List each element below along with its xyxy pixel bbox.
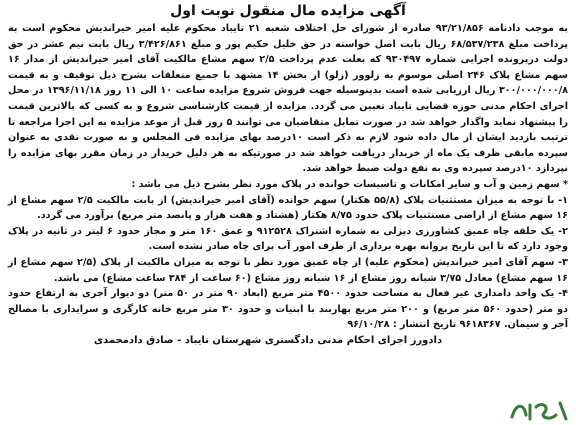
notice-intro: به موجب دادنامه ۹۳/۲۱/۸۵۶ صادره از شورای حل اختلاف شعبه ۲۱ تایباد محکوم علیه امیر خیراندیش محکوم است به پرداخت مبلغ ۶۸/۵۳۷/۲۳۸ ریال بابت اصل خواسته در حق خلیل حکیم پور و مبلغ ۳/۴۲۶/۸۶۱ ریال بابت نیم عشر در حق دولت درپرونده اجرایی شماره ۹۳۰۴۹۷ که بعلت عدم پرداخت ۲/۵ سهم مشاع مالکیت آقای امیر خیراندیش از مدار ۱۶ سهم مشاع پلاک ۲۴۶ اصلی موسوم به زلوور (زلو) از بخش ۱۴ مشهد با جمیع متعلقات بشرح ذیل توقیف و به قیمت ۳۰۰/۰۰۰/۰۰۰/۸ ریال ارزیابی شده است بدینوسیله جهت فروش شروع مزایده ساعت ۱۰ الی ۱۱ روز ۱۳۹۶/۱۱/۱۸ در محل اجرای احکام مدنی حوزه قضایی تایباد تعیین می گردد. مزایده از قیمت کارشناسی شروع و به کسی که بالاترین قیمت را پیشنهاد نماید واگذار خواهد شد در صورت تمایل متقاضیان می توانند ۵ روز قبل از موعد مزایده به این اجرا مراجعه تا ترتیب بازدید ایشان از مال داده شود لازم به ذکر است ۱۰درصد بهای مزایده فی المجلس و به صورت نقدی به عنوان سپرده مابقی ظرف یک ماه از خریدار دریافت خواهد شد در صورتیکه به هر دلیل خریدار در زمان مقرر بهای مزایده را نپردازد ۱۰درصد سپرده وی به نفع دولت ضبط خواهد شد. [8,23,569,175]
signature-line: دادورز اجرای احکام مدنی دادگستری شهرستان تایباد - صادق دادمحمدی [93,334,443,346]
list-item: ۱- با توجه به میزان مستثنیات پلاک (۵۵/۸ هکتار) سهم خوانده (آقای امیر خیراندیش) از بابت مالکیت ۲/۵ سهم مشاع از ۱۶ سهم مشاع از اراضی مستثنیات پلاک حدود ۸/۷۵ هکتار (هشتاد و هفت هزار و پانصد متر مربع) برآورد می گردد. [8,194,569,222]
list-item: ۲- یک حلقه چاه عمیق کشاورزی دیزلی به شماره اشتراک ۹۱۲۵۲۸ و عمق ۱۶۰ متر و مجاز حدود ۶ لیتر در ثانیه در پلاک وجود دارد که تا این تاریخ پروانه بهره برداری از طرف امور آب برای چاه صادر نشده است. [8,225,568,253]
stamp-icon [506,397,572,423]
notice-title: آگهی مزایده مال منقول نوبت اول [170,3,406,19]
section-heading: * سهم زمین و آب و سایر امکانات و تاسیسات خوانده در پلاک مورد نظر بشرح ذیل می باشد : [131,178,568,190]
list-item: ۴- یک واحد دامداری غیر فعال به مساحت حدود ۴۵۰۰ متر مربع (ابعاد ۹۰ متر در ۵۰ متر) دو دیوار آجری به ارتفاع حدود دو متر (حدود ۵۶۰ متر مربع) و ۲۰۰ متر مربع بهاربند با ابنیات و حدود ۳۰ متر مربع خانه کارگری و سرایداری با مصالح آجر و سیمان. ۹۶۱۸۳۶۷ تاریخ انتشار : ۹۶/۱۰/۲۸ [8,288,569,331]
list-item: ۳- سهم آقای امیر خیراندیش (محکوم علیه) از چاه عمیق مورد نظر با توجه به میزان مالکیت از پلاک (۲/۵ سهم مشاع از ۱۶ سهم مشاع) معادل ۳/۷۵ شبانه روز مشاع از ۱۶ شبانه روز مشاع (۶۰ ساعت از ۳۸۴ ساعت مشاع) می باشد. [8,256,568,284]
